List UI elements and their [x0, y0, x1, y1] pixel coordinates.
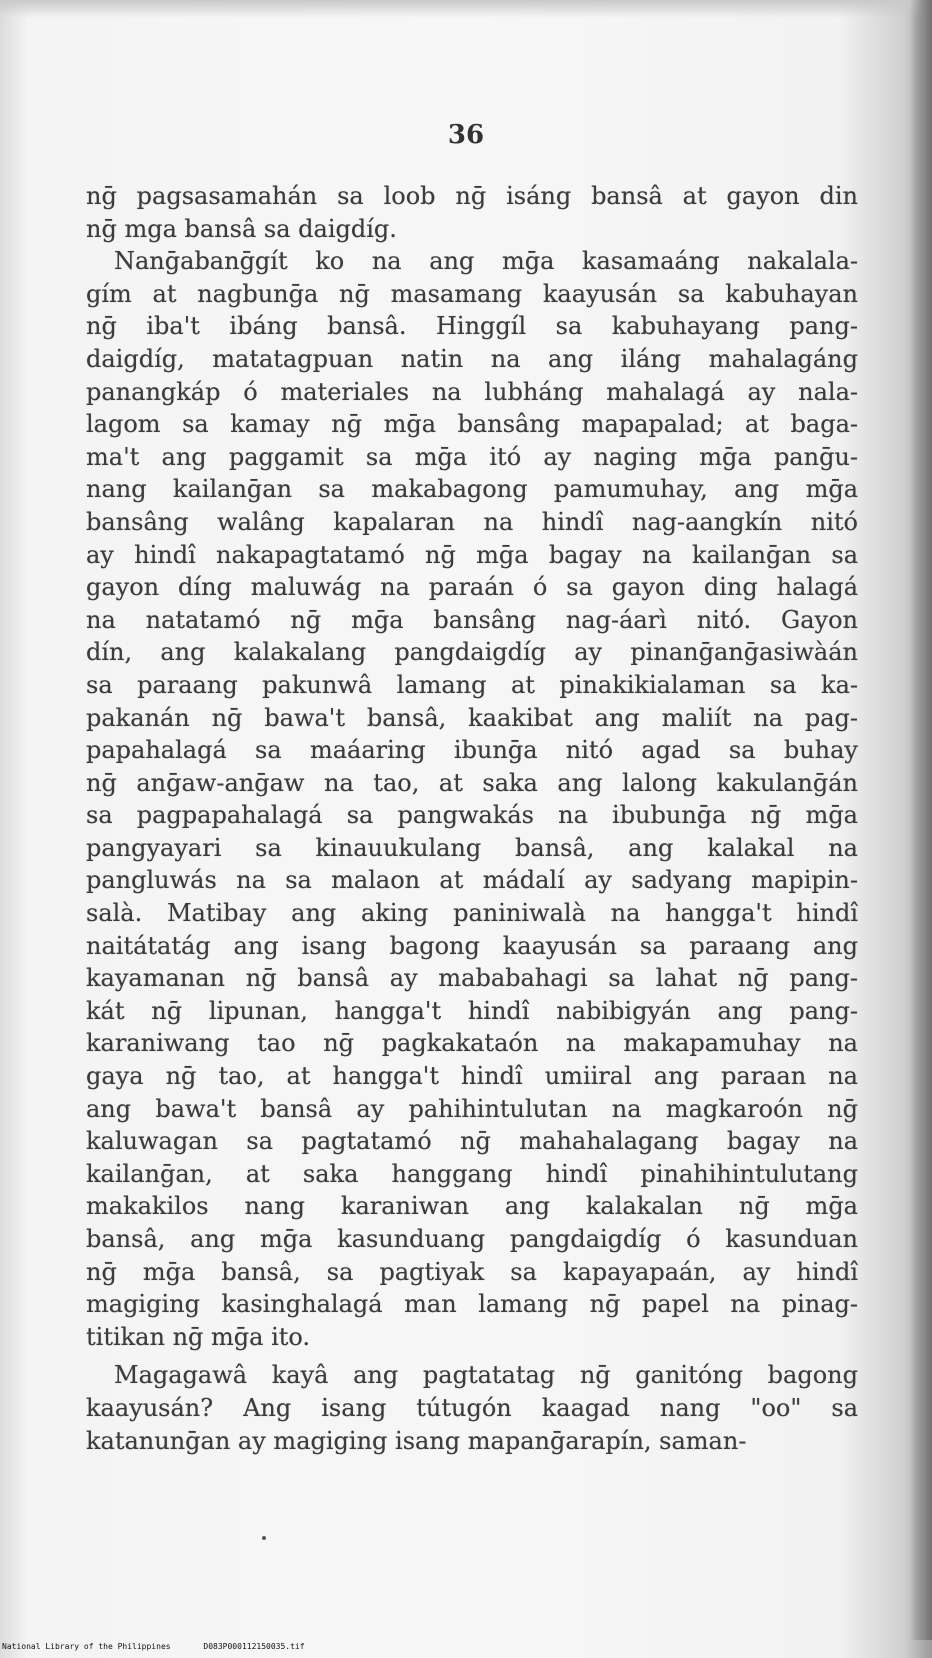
text-line: salà. Matibay ang aking paniniwalà na hangga't hindî [86, 899, 858, 928]
footer-file-code: D083P000112150035.tif [203, 1642, 305, 1651]
text-line: pangyayari sa kinauukulang bansâ, ang kalakal na [86, 833, 858, 862]
footer-library: National Library of the Philippines [2, 1642, 171, 1651]
top-edge-shadow [0, 0, 932, 18]
text-line: kayamanan nḡ bansâ ay mababahagi sa lahat nḡ pang- [86, 964, 858, 993]
text-line: nḡ mga bansâ sa daigdíg. [86, 214, 397, 243]
text-line: titikan nḡ mḡa ito. [86, 1322, 311, 1351]
body-text [86, 180, 858, 1457]
text-line: makakilos nang karaniwan ang kalakalan nḡ mḡa [86, 1192, 858, 1221]
text-line: sa pagpapahalagá sa pangwakás na ibubunḡa nḡ mḡa [86, 801, 858, 830]
text-line: gayon díng maluwág na paraán ó sa gayon ding halagá [86, 573, 858, 602]
text-line: sa paraang pakunwâ lamang at pinakikialaman sa ka- [86, 670, 858, 699]
text-line: ay hindî nakapagtatamó nḡ mḡa bagay na kailanḡan sa [86, 540, 858, 569]
text-line: bansâ, ang mḡa kasunduang pangdaigdíg ó kasunduan [86, 1225, 858, 1253]
text-line: Magagawâ kayâ ang pagtatatag nḡ ganitóng bagong [114, 1361, 858, 1390]
text-line: bansâng walâng kapalaran na hindî nag-aangkín nitó [86, 507, 858, 536]
text-line: na natatamó nḡ mḡa bansâng nag-áarì nitó. Gayon [86, 605, 858, 634]
right-edge-shadow [910, 0, 932, 1640]
text-line: nḡ mḡa bansâ, sa pagtiyak sa kapayapaán, ay hindî [86, 1257, 858, 1286]
text-line: kaayusán? Ang isang tútugón kaagad nang "oo" sa [86, 1393, 858, 1422]
text-line: daigdíg, matatagpuan natin na ang iláng mahalagáng [86, 344, 858, 373]
scan-footer [2, 1642, 902, 1656]
text-line: nḡ iba't ibáng bansâ. Hinggíl sa kabuhayang pang- [86, 312, 858, 341]
text-line: ang bawa't bansâ ay pahihintulutan na magkaroón nḡ [86, 1094, 858, 1123]
text-line: pangluwás na sa malaon at mádalí ay sadyang mapipin- [86, 866, 858, 895]
text-line: karaniwang tao nḡ pagkakataón na makapamuhay na [86, 1029, 858, 1058]
text-line: naitátatág ang isang bagong kaayusán sa paraang ang [86, 931, 858, 960]
text-line: gaya nḡ tao, at hangga't hindî umiiral ang paraan na [86, 1062, 858, 1091]
text-line: Nanḡabanḡgít ko na ang mḡa kasamaáng nakalala- [114, 247, 858, 276]
paper-speck [262, 1536, 266, 1540]
text-line: kailanḡan, at saka hanggang hindî pinahihintulutang [86, 1159, 858, 1188]
text-line: dín, ang kalakalang pangdaigdíg ay pinanḡanḡasiwàán [86, 638, 858, 667]
text-line: gím at nagbunḡa nḡ masamang kaayusán sa kabuhayan [86, 279, 858, 308]
text-line: nḡ anḡaw-anḡaw na tao, at saka ang lalong kakulanḡán [86, 768, 858, 797]
text-line: nḡ pagsasamahán sa loob nḡ isáng bansâ at gayon din [86, 182, 858, 210]
text-line: katanunḡan ay magiging isang mapanḡarapín, saman- [86, 1426, 747, 1455]
text-line: magiging kasinghalagá man lamang nḡ papel na pinag- [86, 1290, 858, 1319]
text-line: nang kailanḡan sa makabagong pamumuhay, ang mḡa [86, 475, 858, 504]
text-line: lagom sa kamay nḡ mḡa bansâng mapapalad; at baga- [86, 410, 858, 439]
page-number: 36 [447, 120, 485, 150]
text-line: papahalagá sa maáaring ibunḡa nitó agad sa buhay [86, 736, 858, 765]
text-line: panangkáp ó materiales na lubháng mahalagá ay nala- [86, 377, 858, 406]
text-line: kaluwagan sa pagtatamó nḡ mahahalagang bagay na [86, 1127, 858, 1156]
text-line: kát nḡ lipunan, hangga't hindî nabibigyán ang pang- [86, 996, 858, 1025]
text-line: ma't ang paggamit sa mḡa itó ay naging mḡa panḡu- [86, 442, 858, 471]
text-line: pakanán nḡ bawa't bansâ, kaakibat ang maliít na pag- [86, 703, 858, 732]
